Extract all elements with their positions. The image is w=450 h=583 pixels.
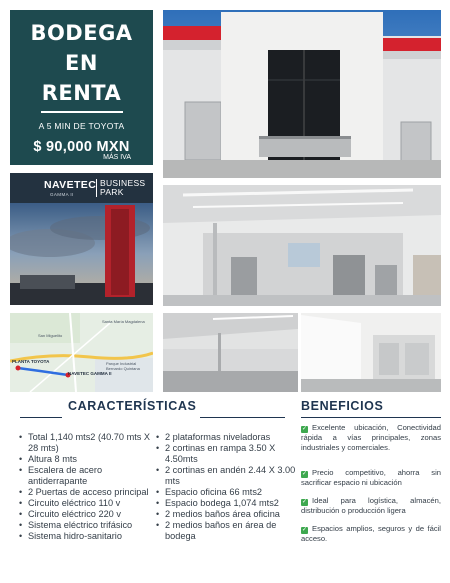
map-label-santa-maria: Santa María Magdalena xyxy=(102,319,145,324)
benefit-item: ✓ Espacios amplios, seguros y de fácil acceso. xyxy=(301,524,441,543)
title-panel xyxy=(10,10,153,165)
feature-item: • 2 medios baños en área de bodega xyxy=(165,520,301,542)
warehouse-interior-photo xyxy=(163,185,441,306)
checkmark-icon: ✓ xyxy=(301,527,308,533)
benefits-heading: BENEFICIOS xyxy=(301,399,384,413)
brand-park-line-2: PARK xyxy=(100,187,124,197)
brand-park xyxy=(100,179,145,197)
features-rule-left xyxy=(20,417,62,418)
map-label-toyota: PLANTA TOYOTA xyxy=(12,359,50,364)
checkmark-icon: ✓ xyxy=(301,426,308,432)
feature-item: • Sistema hidro-sanitario xyxy=(28,531,156,542)
feature-item: • 2 cortinas en rampa 3.50 X 4.50mts xyxy=(165,443,301,465)
feature-item: • Espacio oficina 66 mts2 xyxy=(165,487,301,498)
features-list-left xyxy=(18,432,156,542)
feature-item: • 2 medios baños área oficina xyxy=(165,509,301,520)
brand-sub: GAMMA II xyxy=(50,192,74,197)
interior-office-photo xyxy=(301,313,441,392)
features-list-right xyxy=(155,432,301,542)
benefit-item: ✓ Precio competitivo, ahorra sin sacrificar espacio ni ubicación xyxy=(301,468,441,487)
interior-columns-photo xyxy=(163,313,298,392)
location-subtitle: A 5 MIN DE TOYOTA xyxy=(38,121,125,131)
building-facade-photo xyxy=(163,10,441,178)
feature-item: • Altura 8 mts xyxy=(28,454,156,465)
title-line-2: EN xyxy=(65,51,98,75)
features-rule-right xyxy=(200,417,285,418)
feature-item: • Circuito eléctrico 220 v xyxy=(28,509,156,520)
feature-item: • Total 1,140 mts2 (40.70 mts X 28 mts) xyxy=(28,432,156,454)
feature-item: • 2 Puertas de acceso principal xyxy=(28,487,156,498)
map-label-parque: Parque Industrial Bernardo Quintana xyxy=(106,361,140,371)
benefit-item: ✓ Ideal para logística, almacén, distribución o producción ligera xyxy=(301,496,441,515)
title-line-3: RENTA xyxy=(41,81,122,105)
feature-item: • 2 plataformas niveladoras xyxy=(165,432,301,443)
brand-park-line-1: BUSINESS xyxy=(100,178,146,188)
checkmark-icon: ✓ xyxy=(301,471,308,477)
exterior-tower-photo xyxy=(10,203,153,305)
price: $ 90,000 MXN xyxy=(33,139,130,155)
feature-item: • Circuito eléctrico 110 v xyxy=(28,498,156,509)
benefit-item: ✓ Excelente ubicación, Conectividad rápida a vías principales, zonas industriales y comerciales. xyxy=(301,423,441,452)
feature-item: • Escalera de acero antiderrapante xyxy=(28,465,156,487)
feature-item: • Sistema eléctrico trifásico xyxy=(28,520,156,531)
checkmark-icon: ✓ xyxy=(301,499,308,505)
feature-item: • 2 cortinas en andén 2.44 X 3.00 mts xyxy=(165,465,301,487)
benefits-rule xyxy=(301,417,441,418)
title-divider xyxy=(41,111,123,113)
map-label-san-miguelito: San Miguelito xyxy=(38,333,63,338)
brand-divider xyxy=(96,179,97,197)
title-line-1: BODEGA xyxy=(30,21,133,45)
location-map xyxy=(10,313,153,392)
brand-banner xyxy=(10,173,153,203)
tax-note: MÁS IVA xyxy=(103,154,131,161)
brand-name: NAVETEC xyxy=(44,179,97,191)
map-label-navetec: NAVETEC GAMMA II xyxy=(68,371,112,376)
feature-item: • Espacio bodega 1,074 mts2 xyxy=(165,498,301,509)
features-heading: CARACTERÍSTICAS xyxy=(68,399,197,413)
